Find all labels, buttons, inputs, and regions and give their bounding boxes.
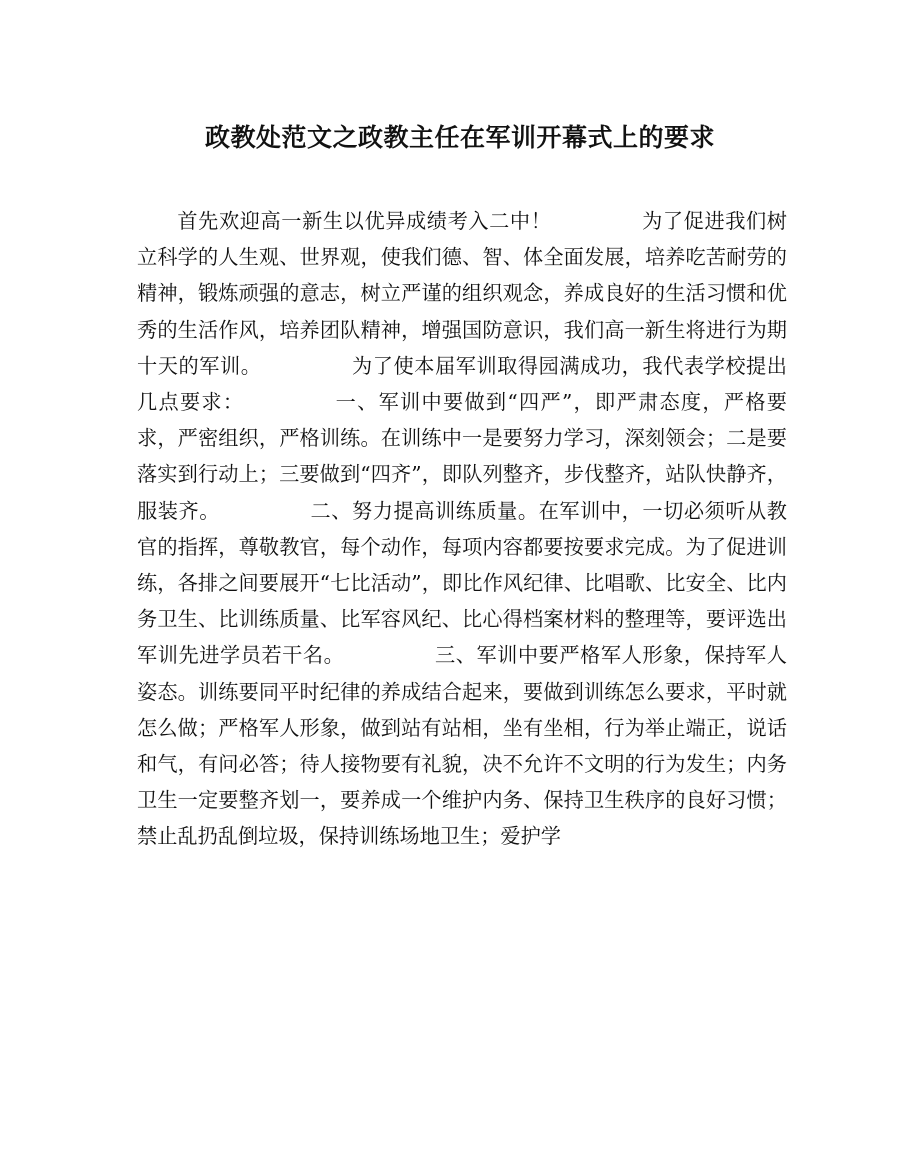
- paragraph-segment: 为了促进我们树立科学的人生观、世界观，使我们德、智、体全面发展，培养吃苦耐劳的精神，锻炼顽强的意志，树立严谨的组织观念，养成良好的生活习惯和优秀的生活作风，培养团队精神，增强国防意识，我们高一新生将进行为期十天的军训。: [137, 209, 787, 378]
- document-title: 政教处范文之政教主任在军训开幕式上的要求: [204, 123, 715, 152]
- document-body: [137, 203, 787, 855]
- paragraph-segment: 二、努力提高训练质量。在军训中，一切必须听从教官的指挥，尊敬教官，每个动作，每项内容都要按要求完成。为了促进训练，各排之间要展开“七比活动”，即比作风纪律、比唱歌、比安全、比内务卫生、比训练质量、比军容风纪、比心得档案材料的整理等，要评选出军训先进学员若干名。: [137, 498, 787, 668]
- paragraph-segment: 首先欢迎高一新生以优异成绩考入二中！: [177, 209, 552, 233]
- paragraph-segment: 为了使本届军训取得园满成功，我代表学校提出几点要求：: [137, 353, 787, 415]
- paragraph-segment: 一、军训中要做到“四严”，即严肃态度，严格要求，严密组织，严格训练。在训练中一是要努力学习，深刻领会；二是要落实到行动上；三要做到“四齐”，即队列整齐，步伐整齐，站队快静齐，服装齐。: [137, 390, 787, 523]
- paragraph-segment: 三、军训中要严格军人形象，保持军人姿态。训练要同平时纪律的养成结合起来，要做到训练怎么要求，平时就怎么做；严格军人形象，做到站有站相，坐有坐相，行为举止端正，说话和气，有问必答；待人接物要有礼貌，决不允许不文明的行为发生；内务卫生一定要整齐划一，要养成一个维护内务、保持卫生秩序的良好习惯；禁止乱扔乱倒垃圾，保持训练场地卫生；爱护学: [137, 643, 787, 849]
